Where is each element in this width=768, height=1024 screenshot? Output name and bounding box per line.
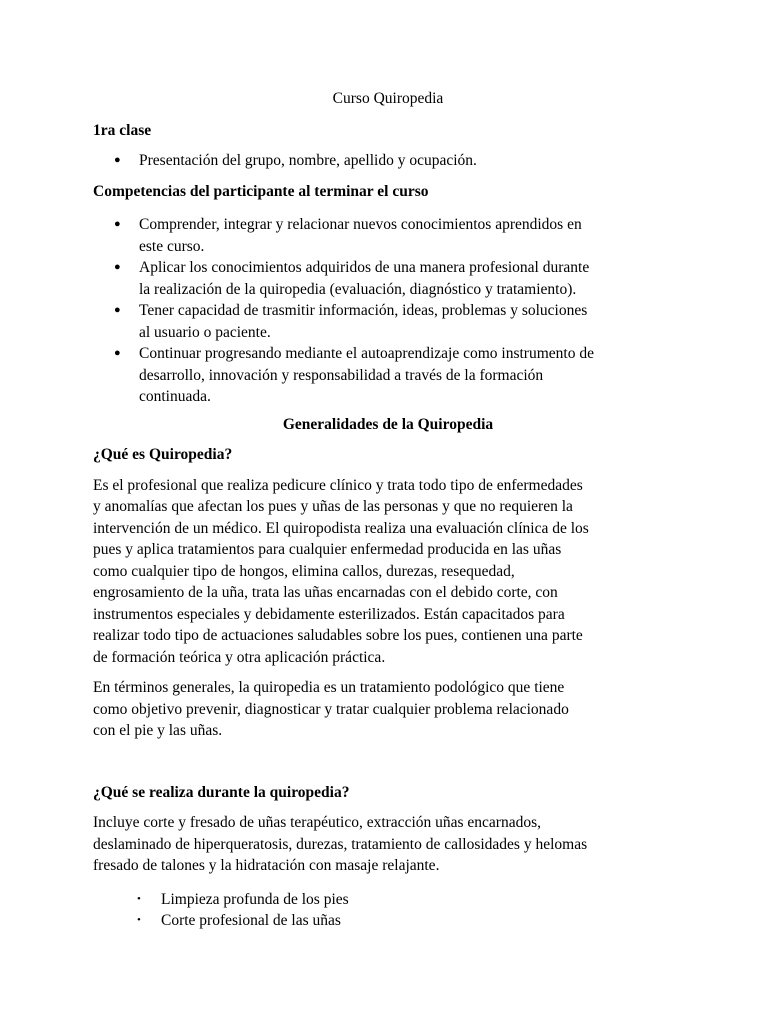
paragraph-general-terms xyxy=(93,677,683,742)
paragraph-line: y anomalías que afectan los pues y uñas de las personas y que no requieren la xyxy=(93,498,573,515)
list-item-line: Comprender, integrar y relacionar nuevos conocimientos aprendidos en xyxy=(139,216,582,233)
first-class-list xyxy=(93,150,683,172)
list-item-line: Continuar progresando mediante el autoaprendizaje como instrumento de xyxy=(139,345,594,362)
paragraph-line: pues y aplica tratamientos para cualquier enfermedad producida en las uñas xyxy=(93,541,562,558)
section-heading-competencies: Competencias del participante al terminar el curso xyxy=(93,182,429,200)
list-item-line: Aplicar los conocimientos adquiridos de una manera profesional durante xyxy=(139,259,590,276)
bullet-icon: ● xyxy=(114,218,121,230)
procedures-list xyxy=(93,889,683,932)
bullet-icon: ● xyxy=(114,154,121,166)
list-item xyxy=(93,889,683,911)
bullet-icon: ● xyxy=(114,347,121,359)
paragraph-line: como cualquier tipo de hongos, elimina callos, durezas, resequedad, xyxy=(93,562,515,580)
paragraph-what-is-done xyxy=(93,812,683,877)
section-heading-what-is-done: ¿Qué se realiza durante la quiropedia? xyxy=(93,783,350,801)
paragraph-line: intervención de un médico. El quiropodista realiza una evaluación clínica de los xyxy=(93,519,589,537)
spacer xyxy=(93,751,683,782)
paragraph-line: como objetivo prevenir, diagnosticar y tratar cualquier problema relacionado xyxy=(93,700,569,718)
list-item-text: Limpieza profunda de los pies xyxy=(161,890,349,908)
bullet-icon: ● xyxy=(114,304,121,316)
paragraph-line: En términos generales, la quiropedia es un tratamiento podológico que tiene xyxy=(93,679,565,696)
document-page xyxy=(93,88,683,932)
paragraph-line: de formación teórica y otra aplicación práctica. xyxy=(93,648,386,666)
section-heading-generalities: Generalidades de la Quiropedia xyxy=(282,415,494,433)
section-heading-first-class: 1ra clase xyxy=(93,121,152,139)
section-heading-what-is: ¿Qué es Quiropedia? xyxy=(93,446,233,463)
bullet-icon: • xyxy=(137,892,141,905)
list-item-line: la realización de la quiropedia (evaluación, diagnóstico y tratamiento). xyxy=(139,280,577,298)
list-item xyxy=(93,150,683,172)
paragraph-line: con el pie y las uñas. xyxy=(93,722,223,739)
paragraph-line: realizar todo tipo de actuaciones saludables sobre los pues, contienen una parte xyxy=(93,627,583,644)
list-item xyxy=(93,300,683,343)
paragraph-what-is xyxy=(93,475,683,669)
document-title: Curso Quiropedia xyxy=(332,90,444,107)
bullet-icon: ● xyxy=(114,261,121,273)
paragraph-line: engrosamiento de la uña, trata las uñas encarnadas con el debido corte, con xyxy=(93,584,558,601)
list-item-line: continuada. xyxy=(139,388,211,405)
paragraph-line: instrumentos especiales y debidamente esterilizados. Están capacitados para xyxy=(93,605,565,623)
list-item xyxy=(93,343,683,408)
list-item-text: Corte profesional de las uñas xyxy=(161,912,341,929)
list-item xyxy=(93,910,683,932)
list-item-line: Tener capacidad de trasmitir información, ideas, problemas y soluciones xyxy=(139,302,588,319)
paragraph-line: deslaminado de hiperqueratosis, durezas, tratamiento de callosidades y helomas xyxy=(93,835,588,853)
list-item-line: desarrollo, innovación y responsabilidad a través de la formación xyxy=(139,366,544,384)
bullet-icon: • xyxy=(137,914,141,926)
paragraph-line: Es el profesional que realiza pedicure clínico y trata todo tipo de enfermedades xyxy=(93,476,583,494)
paragraph-line: Incluye corte y fresado de uñas terapéutico, extracción uñas encarnados, xyxy=(93,814,542,831)
list-item-line: este curso. xyxy=(139,237,205,255)
list-item xyxy=(93,214,683,257)
list-item-line: al usuario o paciente. xyxy=(139,323,271,341)
list-item xyxy=(93,257,683,300)
list-item-text: Presentación del grupo, nombre, apellido y ocupación. xyxy=(139,152,477,169)
paragraph-line: fresado de talones y la hidratación con masaje relajante. xyxy=(93,857,440,874)
competencies-list xyxy=(93,214,683,408)
